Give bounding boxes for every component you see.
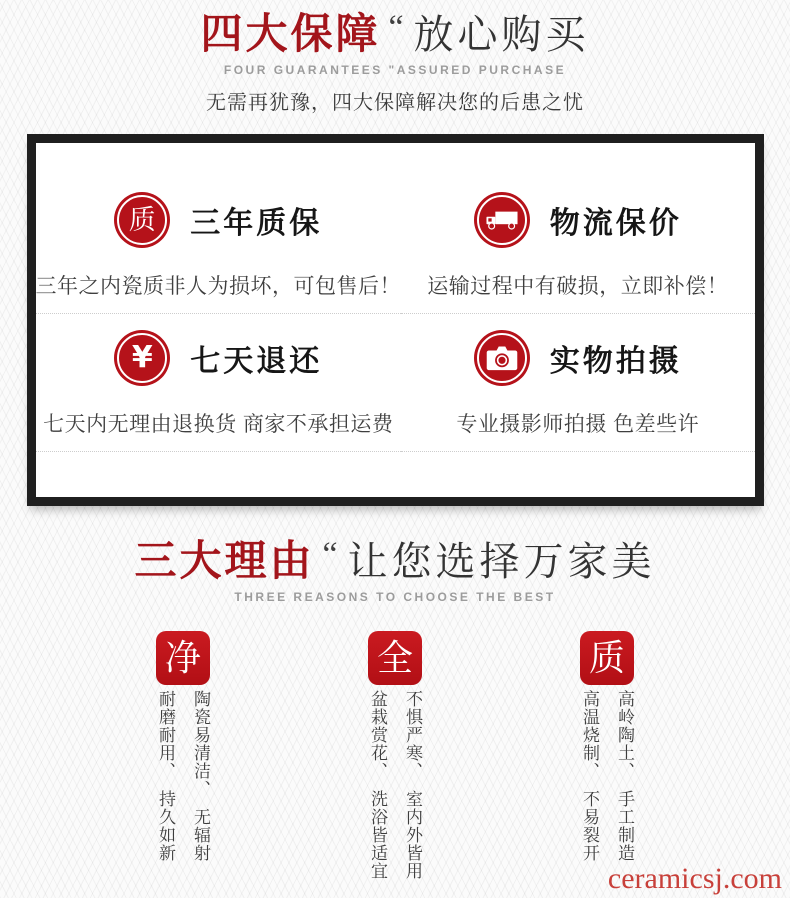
site-watermark: ceramicsj.com: [607, 862, 782, 895]
guarantees-title-dark: 放心购买: [413, 13, 590, 57]
quote-mark: “: [388, 9, 404, 46]
reason-item-quality: [565, 631, 649, 898]
guarantee-desc: 三年之内瓷质非人为损坏，可包售后！: [35, 275, 401, 299]
guarantee-head: [474, 192, 682, 248]
guarantee-title: 三年质保: [190, 207, 323, 241]
dotted-divider: [36, 313, 402, 314]
guarantees-title: [0, 9, 790, 58]
dotted-divider: [401, 451, 755, 452]
guarantees-header: [0, 0, 790, 115]
guarantee-desc: 运输过程中有破损，立即补偿！: [427, 275, 729, 299]
reasons-title-dark: 让您选择万家美: [347, 540, 656, 585]
guarantee-item-photo: [401, 320, 755, 497]
reason-col-left: 盆栽赏花、洗浴皆适宜: [368, 690, 387, 881]
quote-mark: “: [322, 536, 338, 574]
guarantees-title-red: 四大保障: [200, 12, 381, 58]
camera-icon: [474, 330, 530, 386]
reason-badge: 全: [368, 631, 422, 685]
reasons-title-red: 三大理由: [134, 539, 315, 586]
guarantee-item-refund: [36, 320, 402, 497]
guarantee-title: 七天退还: [190, 345, 323, 379]
guarantee-title: 实物拍摄: [549, 345, 682, 379]
reasons-subtitle-en: THREE REASONS TO CHOOSE THE BEST: [234, 590, 556, 605]
reason-item-clean: [141, 631, 225, 898]
guarantee-desc: 七天内无理由退换货 商家不承担运费: [43, 413, 394, 437]
dotted-divider: [36, 451, 402, 452]
reason-col-left: 高温烧制、不易裂开: [580, 690, 599, 863]
reason-col-right: 陶瓷易清洁、无辐射: [191, 690, 210, 863]
quality-seal-icon: 质: [114, 192, 170, 248]
reason-badge: 净: [156, 631, 210, 685]
reason-col-left: 耐磨耐用、持久如新: [156, 690, 175, 863]
reason-col-right: 不惧严寒、室内外皆用: [403, 690, 422, 881]
guarantee-head: [114, 192, 322, 248]
delivery-truck-icon: [474, 192, 530, 248]
reason-badge: 质: [580, 631, 634, 685]
guarantee-title: 物流保价: [549, 207, 682, 241]
guarantee-item-logistics: [401, 143, 755, 320]
guarantee-head: [114, 330, 322, 386]
dotted-divider: [401, 313, 755, 314]
guarantee-desc: 专业摄影师拍摄 色差些许: [456, 413, 700, 437]
guarantees-subtitle-cn: 无需再犹豫，四大保障解决您的后患之忧: [206, 92, 584, 115]
reasons-row: [0, 631, 790, 898]
reason-text: [360, 690, 430, 898]
yuan-refund-icon: ¥: [114, 330, 170, 386]
reason-text: [148, 690, 218, 898]
guarantees-subtitle-en: FOUR GUARANTEES "ASSURED PURCHASE: [223, 63, 567, 78]
reasons-title: [0, 536, 790, 586]
reasons-header: [0, 536, 790, 605]
guarantee-head: [474, 330, 682, 386]
guarantees-box: [27, 134, 764, 506]
reason-item-versatile: [353, 631, 437, 898]
reason-col-right: 高岭陶土、手工制造: [615, 690, 634, 863]
guarantee-item-quality: [36, 143, 402, 320]
